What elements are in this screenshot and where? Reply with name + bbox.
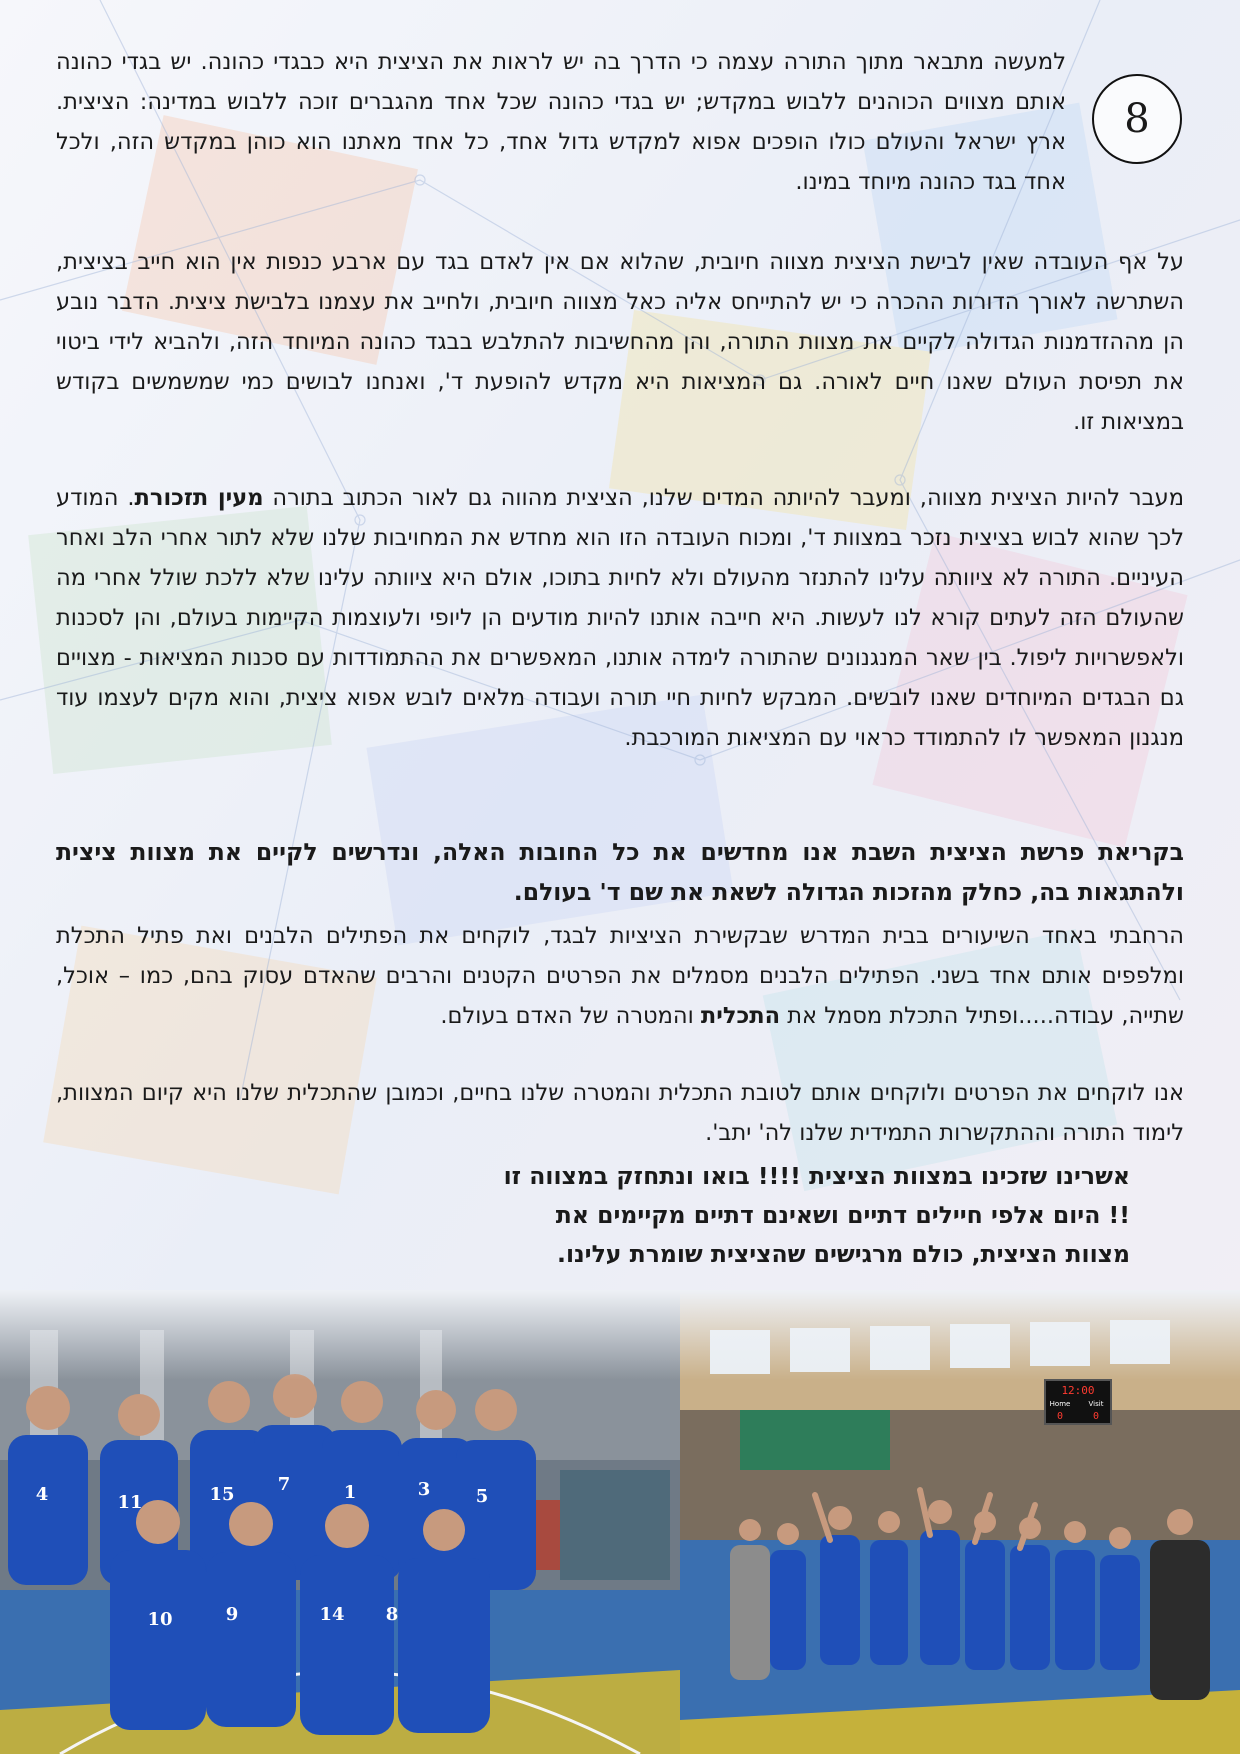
jersey-number: 7	[277, 1474, 291, 1495]
paragraph-5	[56, 916, 1184, 1036]
jersey-number: 9	[225, 1604, 239, 1625]
paragraph-3-part-2: . המודע לכך שהוא לבוש בציצית נזכר במצוות ד', ומכוח העובדה הזו הוא מחדש את המחויבות שלנו שלא לתור אחרי הלב ואחר העיניים. התורה לא ציוותה עלינו להתנזר מהעולם ולא לחיות בתוכו, אולם היא ציוותה עלינו שלא ללכת שולל אחרי מה שהעולם הזה לעתים קורא לנו לעשות. היא חייבה אותנו להיות מודעים הן ליופי ולעוצמות הקיימות בעולם, והן לסכנות ולאפשרויות ליפול. בין שאר המנגנונים שהתורה לימדה אותנו, המאפשרים את ההתמודדות עם סכנות המציאות - מצויים גם הבגדים המיוחדים שאנו לובשים. המבקש לחיות חיי תורה ועבודה מלאים לובש אפוא ציצית, והוא מקים לעצמו עוד מנגנון המאפשר לו להתמודד כראוי עם המציאות המורכבת.	[56, 485, 1184, 751]
paragraph-4-highlight	[56, 832, 1184, 912]
paragraph-1	[56, 42, 1066, 202]
photos-strip	[0, 1290, 1240, 1754]
closing-line-2: !! היום אלפי חיילים דתיים ושאינם דתיים מקיימים את	[555, 1201, 1130, 1229]
closing-line-3: מצוות הציצית, כולם מרגישים שהציצית שומרת עלינו.	[557, 1240, 1130, 1268]
paragraph-3-part-1: מעבר להיות הציצית מצווה, ומעבר להיותה המדים שלנו, הציצית מהווה גם לאור הכתוב בתורה	[263, 485, 1184, 511]
paragraph-5-part-1: הרחבתי באחד השיעורים בבית המדרש שבקשירת הציציות לבגד, לוקחים את הפתילים הלבנים ואת פתיל התכלת ומלפפים אותם אחד בשני. הפתילים הלבנים מסמלים את הפרטים הקטנים והרבים שהאדם עסוק בהם, כמו – אוכל, שתייה, עבודה.....ופתיל התכלת מסמל את	[56, 923, 1184, 1029]
jersey-number: 10	[147, 1609, 173, 1630]
scoreboard-home-label: Home	[1049, 1400, 1071, 1408]
scoreboard-home-score: 0	[1056, 1411, 1064, 1422]
paragraph-2	[56, 242, 1184, 442]
paragraph-3-bold: מעין תזכורת	[134, 485, 264, 511]
closing-statement	[440, 1157, 1130, 1274]
jersey-number: 8	[385, 1604, 399, 1625]
paragraph-5-part-2: והמטרה של האדם בעולם.	[440, 1003, 701, 1029]
jersey-number: 5	[475, 1486, 489, 1507]
jersey-number: 4	[35, 1484, 49, 1505]
paragraph-5-text	[56, 916, 1184, 1036]
jersey-number: 15	[209, 1484, 235, 1505]
jersey-number: 3	[417, 1479, 431, 1500]
scoreboard-visit-score: 0	[1092, 1411, 1100, 1422]
paragraph-6-text: אנו לוקחים את הפרטים ולוקחים אותם לטובת התכלית והמטרה שלנו בחיים, וכמובן שהתכלית שלנו היא קיום המצוות, לימוד התורה וההתקשרות התמידית שלנו לה' יתב'.	[56, 1080, 1184, 1146]
closing-line-1: אשרינו שזכינו במצוות הציצית !!!! בואו ונתחזק במצווה זו	[503, 1162, 1130, 1190]
paragraph-5-bold: התכלית	[700, 1003, 781, 1029]
page-number: 8	[1092, 74, 1182, 164]
scoreboard	[1045, 1380, 1111, 1424]
jersey-number: 11	[117, 1492, 143, 1513]
paragraph-6	[56, 1073, 1184, 1153]
paragraph-2-text: על אף העובדה שאין לבישת הציצית מצווה חיובית, שהלוא אם אין לאדם בגד עם ארבע כנפות אין הוא חייב בציצית, השתרשה לאורך הדורות ההכרה כי יש להתייחס אליה כאל מצווה חיובית, ולחייב את עצמנו בלבישת ציצית. הדבר נובע הן מההזדמנות הגדולה לקיים את מצוות התורה, והן מהחשיבות להתלבש בבגד כהונה המיוחד הזה, ולהביא לידי ביטוי את תפיסת העולם שאנו חיים לאורה. גם המציאות היא מקדש להופעת ד', ואנחנו לבושים כמי שמשמשים בקודש במציאות זו.	[56, 249, 1184, 435]
paragraph-3	[56, 478, 1184, 758]
scoreboard-time: 12:00	[1061, 1384, 1095, 1397]
paragraph-4-text: בקריאת פרשת הציצית השבת אנו מחדשים את כל החובות האלה, ונדרשים לקיים את מצוות ציצית ולהתגאות בה, כחלק מהזכות הגדולה לשאת את שם ד' בעולם.	[56, 838, 1184, 906]
paragraph-3-text	[56, 478, 1184, 758]
scoreboard-visit-label: Visit	[1088, 1400, 1104, 1408]
jersey-number: 14	[319, 1604, 345, 1625]
jersey-number: 1	[343, 1482, 357, 1503]
paragraph-1-text: למעשה מתבאר מתוך התורה עצמה כי הדרך בה יש לראות את הציצית היא כבגדי כהונה. יש בגדי כהונה אותם מצווים הכוהנים ללבוש במקדש; יש בגדי כהונה שכל אחד מהגברים זוכה ללבוש במדינה: הציצית. ארץ ישראל והעולם כולו הופכים אפוא למקדש גדול אחד, כל אחד מאתנו הוא כוהן במקדש הזה, ולכל אחד בגד כהונה מיוחד במינו.	[56, 49, 1066, 195]
